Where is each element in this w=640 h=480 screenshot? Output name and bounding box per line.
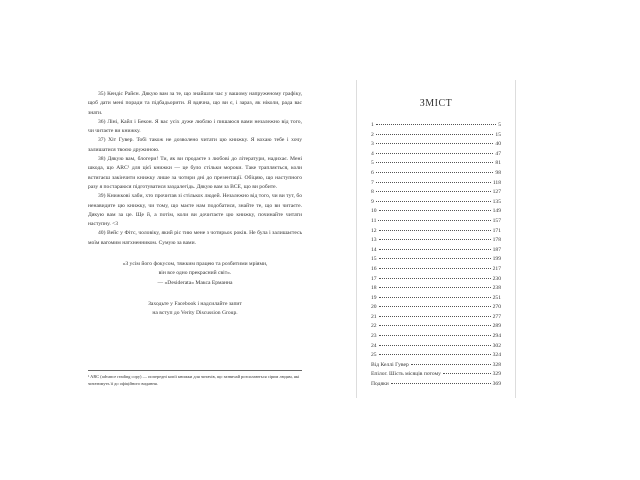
leader-dots [379,297,491,298]
paragraph: 38) Дякую вам, блогери! Ти, як ви продаєте з любові до літератури, надихає. Мені шкода, що ARC¹ для цієї книжки — це було стільки мороки. Таке трапляється, коли встигаєш закінчити книжку лише за чотири дні до презентації. Обіцяю, що наступного разу я постараюся підготуватися заздалегідь. Дякую вам за ВСЕ, що ви робите. [88,156,302,190]
toc-label: 25 [371,352,377,359]
toc-page: 157 [492,217,501,224]
toc-label: 8 [371,189,374,196]
leader-dots [379,230,491,231]
promo [88,300,302,319]
toc-page: 217 [492,265,501,272]
toc-label: 7 [371,179,374,186]
toc-entry[interactable] [371,381,501,391]
toc-page: 187 [492,246,501,253]
toc-page: 135 [492,198,501,205]
quote-line: «З усім його фокусом, тяжким працею та розбитими мріями, [122,261,268,268]
leader-dots [379,335,491,336]
toc-page: 329 [492,371,501,378]
toc-page: 178 [492,237,501,244]
leader-dots [376,134,494,135]
table-of-contents [371,122,501,391]
toc-label: 24 [371,342,377,349]
leader-dots [376,124,496,125]
toc-entry[interactable] [371,247,501,257]
toc-label: 3 [371,141,374,148]
leader-dots [411,364,491,365]
toc-page: 5 [498,122,501,128]
toc-page: 47 [495,150,501,157]
toc-label: 16 [371,265,377,272]
toc-entry[interactable] [371,151,501,161]
toc-page: 230 [492,275,501,282]
toc-page: 98 [495,169,501,176]
leader-dots [379,287,491,288]
leader-dots [379,210,491,211]
leader-dots [379,268,491,269]
toc-entry[interactable] [371,266,501,276]
toc-entry[interactable] [371,371,501,381]
toc-page: 149 [492,208,501,215]
leader-dots [376,143,494,144]
toc-label: 6 [371,169,374,176]
toc-entry[interactable] [371,323,501,333]
leader-dots [376,172,494,173]
toc-label: 13 [371,237,377,244]
toc-page: 324 [492,352,501,359]
toc-page: 40 [495,141,501,148]
toc-label: 11 [371,217,377,224]
toc-page: 199 [492,256,501,263]
paragraph: 36) Ліні, Кайл і Бекон. Я вас усіх дуже люблю і пишаюся вами незалежно від того, чи читаєте ви книжку. [88,118,302,135]
toc-entry[interactable] [371,132,501,142]
toc-page: 251 [492,294,501,301]
toc-page: 289 [492,323,501,330]
toc-label: Подяки [371,381,389,388]
right-page [356,80,516,398]
toc-label: 4 [371,150,374,157]
toc-title: ЗМІСТ [419,98,453,109]
toc-page: 302 [492,342,501,349]
toc-page: 277 [492,313,501,320]
toc-label: 1 [371,122,374,128]
toc-entry[interactable] [371,352,501,362]
toc-entry[interactable] [371,237,501,247]
left-page [88,90,302,319]
toc-label: 2 [371,131,374,138]
leader-dots [379,306,491,307]
toc-entry[interactable] [371,170,501,180]
toc-entry[interactable] [371,333,501,343]
toc-entry[interactable] [371,122,501,132]
leader-dots [379,249,491,250]
toc-label: 18 [371,285,377,292]
toc-page: 238 [492,285,501,292]
toc-label: 23 [371,333,377,340]
toc-label: 17 [371,275,377,282]
promo-line: на вступ до Verity Discussion Group. [152,310,238,317]
toc-page: 328 [492,361,501,368]
toc-label: 22 [371,323,377,330]
toc-page: 294 [492,333,501,340]
paragraph: 37) Хіт Гувер. Тобі також не дозволено читати цю книжку. Я кохаю тебе і хочу залишатися твоєю дружиною. [88,137,302,153]
toc-page: 171 [492,227,501,234]
toc-entry[interactable] [371,141,501,151]
toc-label: 12 [371,227,377,234]
leader-dots [378,220,490,221]
toc-entry[interactable] [371,228,501,238]
paragraph: 39) Книжкові хаби, хто прочитав зі стількох людей. Незалежно від того, чи ви тут, бо ненавидите цю книжку, чи тому, що маєте нам подобатися, знайте те, що ви читаєте. Дякую вам за це. Ще й, а потім, коли ви дочитаєте цю книжку, починайте читати наступну. <3 [88,193,302,228]
leader-dots [376,162,494,163]
acknowledgements [88,90,302,248]
toc-label: 19 [371,294,377,301]
toc-entry[interactable] [371,199,501,209]
toc-page: 369 [492,381,501,388]
toc-label: 9 [371,198,374,205]
toc-label: 21 [371,313,377,320]
leader-dots [443,373,491,374]
leader-dots [376,191,491,192]
toc-entry[interactable] [371,180,501,190]
toc-label: Від Келлі Гувер [371,361,409,368]
toc-label: Епілог. Шість місяців потому [371,371,441,378]
leader-dots [376,153,494,154]
toc-page: 81 [495,160,501,167]
footnote: ¹ ARC (advance reading copy) — попередні копії книжки для читачів, що зазвичай розсилаються сірим людям, які читатимуть її до офіційного видання. [88,370,302,387]
toc-page: 118 [492,179,501,186]
leader-dots [391,383,491,384]
toc-entry[interactable] [371,343,501,353]
toc-page: 127 [492,189,501,196]
toc-entry[interactable] [371,189,501,199]
toc-entry[interactable] [371,314,501,324]
leader-dots [379,325,491,326]
toc-entry[interactable] [371,160,501,170]
toc-entry[interactable] [371,256,501,266]
promo-line: Заходьте у Facebook і надсилайте запит [148,300,242,307]
toc-entry[interactable] [371,295,501,305]
toc-entry[interactable] [371,304,501,314]
leader-dots [379,316,491,317]
toc-label: 15 [371,256,377,263]
leader-dots [379,354,491,355]
leader-dots [379,239,491,240]
toc-page: 270 [492,304,501,311]
leader-dots [379,345,491,346]
toc-label: 5 [371,160,374,167]
toc-label: 14 [371,246,377,253]
toc-page: 15 [495,131,501,138]
toc-entry[interactable] [371,276,501,286]
toc-entry[interactable] [371,285,501,295]
quote [88,260,302,288]
toc-label: 10 [371,208,377,215]
toc-entry[interactable] [371,208,501,218]
quote-attribution: — «Desiderata» Макса Ерманна [157,279,233,286]
toc-label: 20 [371,304,377,311]
paragraph: 40) Вейс у Фітс, чоловіку, який ріс тию мене з чотирьох років. Не була і залишаєтесь моїм вагомим натхненником. Сумую за вами. [88,230,302,246]
quote-line: він все одно прекрасний світ». [158,270,232,277]
leader-dots [376,182,491,183]
leader-dots [379,278,491,279]
leader-dots [379,258,491,259]
leader-dots [376,201,491,202]
toc-entry[interactable] [371,362,501,372]
toc-entry[interactable] [371,218,501,228]
paragraph: 35) Кендіс Райєн. Дякую вам за те, що знайшли час у вашому напруженому графіку, щоб дати мені поради та підбадьорити. Я вдячна, що ви є, і зараз, як ніколи, рада вас знати. [88,91,302,116]
